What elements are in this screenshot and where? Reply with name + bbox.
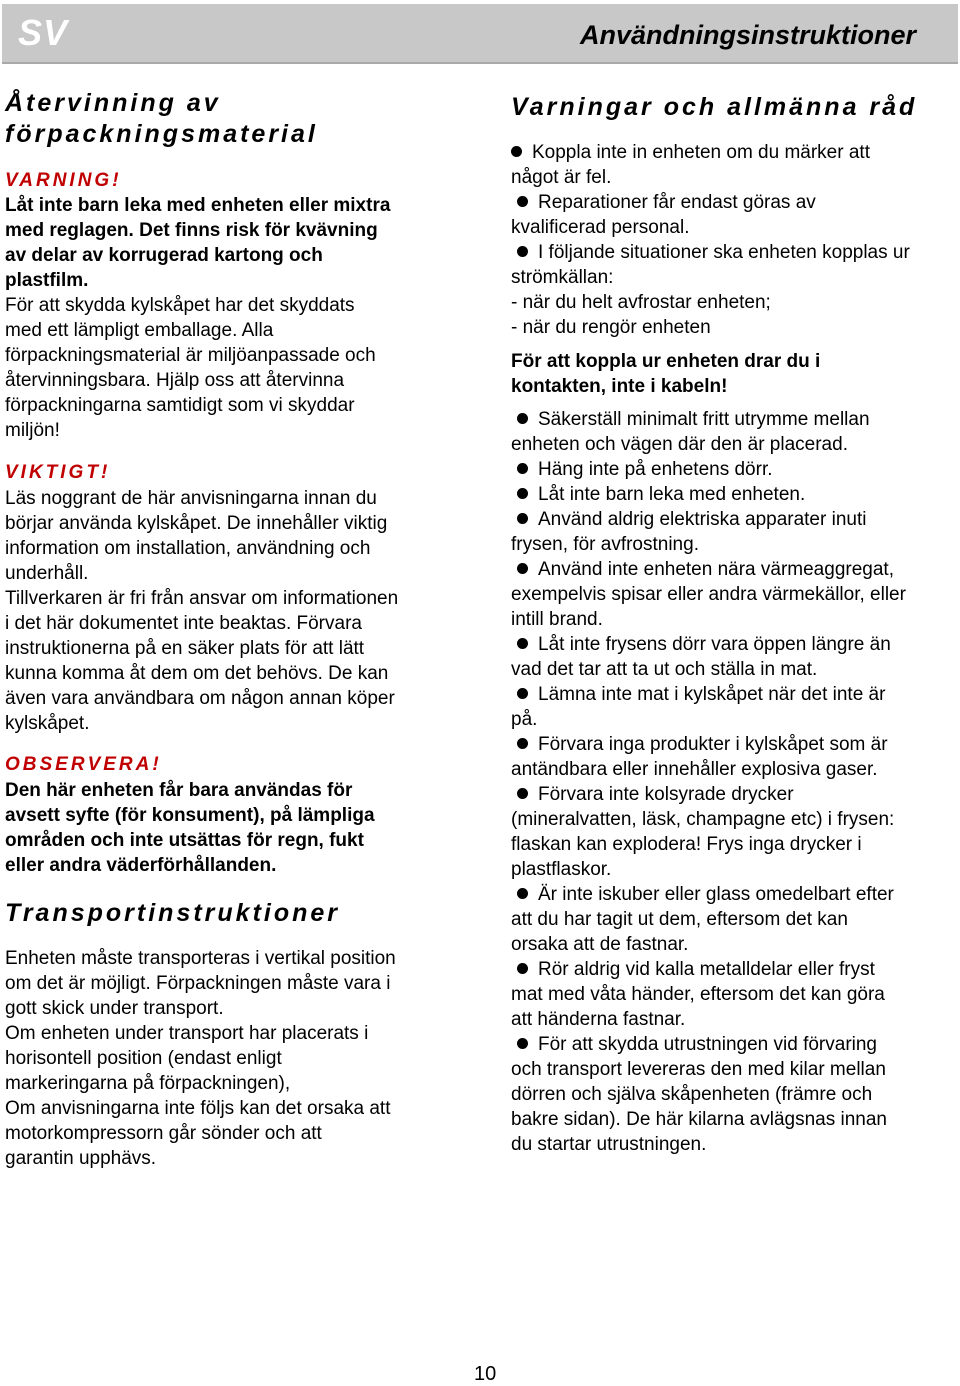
text-line: och transport levereras den med kilar mellan bbox=[511, 1059, 886, 1080]
text-line: Är inte iskuber eller glass omedelbart efter bbox=[511, 882, 906, 907]
text-line: mat med våta händer, eftersom det kan göra bbox=[511, 984, 885, 1005]
text-line: gott skick under transport. bbox=[5, 998, 224, 1019]
bullet-icon bbox=[517, 1038, 528, 1049]
unplug-note bbox=[511, 349, 820, 399]
list-item bbox=[511, 240, 910, 290]
text-line: Använd inte enheten nära värmeaggregat, bbox=[511, 557, 906, 582]
bullet-icon bbox=[517, 513, 528, 524]
text-line: motorkompressorn går sönder och att bbox=[5, 1123, 322, 1144]
text-line: bakre sidan). De här kilarna avlägsnas innan bbox=[511, 1109, 887, 1130]
bullet-list-top bbox=[511, 140, 910, 340]
list-item bbox=[511, 682, 906, 732]
text-line: kylskåpet. bbox=[5, 713, 90, 734]
list-item bbox=[511, 782, 906, 882]
text-line: garantin upphävs. bbox=[5, 1148, 157, 1169]
bullet-icon bbox=[517, 196, 528, 207]
list-item bbox=[511, 1032, 906, 1157]
text-line: Rör aldrig vid kalla metalldelar eller fryst bbox=[511, 957, 906, 982]
list-item bbox=[511, 407, 906, 457]
text-line: orsaka att de fastnar. bbox=[511, 934, 689, 955]
text-line: Säkerställ minimalt fritt utrymme mellan bbox=[511, 407, 906, 432]
text-line: För att skydda utrustningen vid förvaring bbox=[511, 1032, 906, 1057]
bullet-icon bbox=[517, 488, 528, 499]
text-line: plastflaskor. bbox=[511, 859, 612, 880]
list-item bbox=[511, 457, 906, 482]
text-line: antändbara eller innehåller explosiva gaser. bbox=[511, 759, 878, 780]
page-number: 10 bbox=[474, 1363, 497, 1385]
note-text bbox=[5, 778, 375, 878]
list-item bbox=[511, 507, 906, 557]
list-item bbox=[511, 957, 906, 1032]
text-line: Låt inte frysens dörr vara öppen längre än bbox=[511, 632, 906, 657]
text-line: underhåll. bbox=[5, 563, 89, 584]
text-line: eller andra väderförhållanden. bbox=[5, 855, 277, 876]
transport-text bbox=[5, 946, 396, 1171]
text-line: frysen, för avfrostning. bbox=[511, 534, 699, 555]
header-title: Användningsinstruktioner bbox=[579, 20, 916, 50]
bullet-icon bbox=[517, 563, 528, 574]
text-line: börjar använda kylskåpet. De innehåller viktig bbox=[5, 513, 388, 534]
text-line: Enheten måste transporteras i vertikal position bbox=[5, 948, 396, 969]
text-line: kunna komma åt dem om det behövs. De kan bbox=[5, 663, 389, 684]
text-line: kvalificerad personal. bbox=[511, 217, 690, 238]
list-item bbox=[511, 482, 906, 507]
text-line: att händerna fastnar. bbox=[511, 1009, 686, 1030]
text-line: avsett syfte (för konsument), på lämpliga bbox=[5, 805, 375, 826]
text-line: information om installation, användning och bbox=[5, 538, 371, 559]
bullet-icon bbox=[517, 463, 528, 474]
text-line: Förvara inga produkter i kylskåpet som är bbox=[511, 732, 906, 757]
text-line: Om enheten under transport har placerats i bbox=[5, 1023, 369, 1044]
recycling-title-line: förpackningsmaterial bbox=[5, 120, 318, 148]
text-line: exempelvis spisar eller andra värmekällor, eller bbox=[511, 584, 906, 605]
text-line: att du har tagit ut dem, eftersom det kan bbox=[511, 909, 848, 930]
text-line: Låt inte barn leka med enheten. bbox=[511, 482, 906, 507]
important-text bbox=[5, 486, 398, 736]
text-line: För att skydda kylskåpet har det skyddats bbox=[5, 295, 355, 316]
text-line: Den här enheten får bara användas för bbox=[5, 780, 353, 801]
recycling-title-line: Återvinning av bbox=[5, 89, 221, 117]
text-line: horisontell position (endast enligt bbox=[5, 1048, 282, 1069]
bullet-icon bbox=[517, 413, 528, 424]
text-line: vad det tar att ta ut och ställa in mat. bbox=[511, 659, 818, 680]
text-line: dörren och själva skåpenheten (främre och bbox=[511, 1084, 873, 1105]
text-line: Häng inte på enhetens dörr. bbox=[511, 457, 906, 482]
text-line: instruktionerna på en säker plats för att lätt bbox=[5, 638, 365, 659]
text-line: du startar utrustningen. bbox=[511, 1134, 707, 1155]
bullet-icon bbox=[517, 688, 528, 699]
text-line: Använd aldrig elektriska apparater inuti bbox=[511, 507, 906, 532]
text-line: Läs noggrant de här anvisningarna innan du bbox=[5, 488, 377, 509]
text-line: förpackningsmaterial är miljöanpassade och bbox=[5, 345, 376, 366]
text-line: (mineralvatten, läsk, champagne etc) i frysen: bbox=[511, 809, 895, 830]
text-line: plastfilm. bbox=[5, 270, 89, 291]
bullet-icon bbox=[517, 888, 528, 899]
text-line: För att koppla ur enheten drar du i bbox=[511, 351, 821, 372]
bullet-icon bbox=[517, 963, 528, 974]
text-line: markeringarna på förpackningen), bbox=[5, 1073, 291, 1094]
list-item bbox=[511, 732, 906, 782]
warning-label: VARNING! bbox=[5, 170, 122, 191]
recycling-title bbox=[5, 88, 318, 150]
text-line: återvinningsbara. Hjälp oss att återvinna bbox=[5, 370, 345, 391]
text-line: miljön! bbox=[5, 420, 60, 441]
bullet-list-bottom bbox=[511, 407, 906, 1157]
text-line: flaskan kan explodera! Frys inga drycker i bbox=[511, 834, 862, 855]
text-line: med reglagen. Det finns risk för kvävning bbox=[5, 220, 378, 241]
text-line: Koppla inte in enheten om du märker att bbox=[511, 140, 910, 165]
bullet-icon bbox=[517, 788, 528, 799]
bullet-icon bbox=[511, 146, 522, 157]
text-line: enheten och vägen där den är placerad. bbox=[511, 434, 848, 455]
text-line: Lämna inte mat i kylskåpet när det inte är bbox=[511, 682, 906, 707]
text-line: Tillverkaren är fri från ansvar om informationen bbox=[5, 588, 399, 609]
text-line: förpackningarna samtidigt som vi skyddar bbox=[5, 395, 355, 416]
text-line: med ett lämpligt emballage. Alla bbox=[5, 320, 274, 341]
text-line: Reparationer får endast göras av bbox=[511, 190, 910, 215]
text-line: på. bbox=[511, 709, 538, 730]
text-line: kontakten, inte i kabeln! bbox=[511, 376, 728, 397]
text-line: Om anvisningarna inte följs kan det orsaka att bbox=[5, 1098, 391, 1119]
header-bar bbox=[2, 4, 958, 64]
list-item bbox=[511, 632, 906, 682]
list-item bbox=[511, 140, 910, 190]
note-label: OBSERVERA! bbox=[5, 754, 162, 775]
text-line: i det här dokumentet inte beaktas. Förvara bbox=[5, 613, 362, 634]
list-item bbox=[511, 882, 906, 957]
sub-item: - när du rengör enheten bbox=[511, 317, 711, 338]
bullet-icon bbox=[517, 246, 528, 257]
text-line: Låt inte barn leka med enheten eller mixtra bbox=[5, 195, 391, 216]
text-line: av delar av korrugerad kartong och bbox=[5, 245, 323, 266]
important-label: VIKTIGT! bbox=[5, 462, 111, 483]
warning-text bbox=[5, 193, 390, 293]
bullet-icon bbox=[517, 738, 528, 749]
list-item bbox=[511, 557, 906, 632]
text-line: om det är möjligt. Förpackningen måste vara i bbox=[5, 973, 391, 994]
language-code: SV bbox=[18, 12, 69, 53]
bullet-icon bbox=[517, 638, 528, 649]
text-line: I följande situationer ska enheten kopplas ur bbox=[511, 240, 910, 265]
text-line: strömkällan: bbox=[511, 267, 614, 288]
text-line: även vara användbara om någon annan köper bbox=[5, 688, 395, 709]
text-line: Förvara inte kolsyrade drycker bbox=[511, 782, 906, 807]
transport-title: Transportinstruktioner bbox=[5, 899, 341, 927]
list-item bbox=[511, 190, 910, 240]
text-line: intill brand. bbox=[511, 609, 603, 630]
text-line: områden och inte utsättas för regn, fukt bbox=[5, 830, 364, 851]
warnings-title: Varningar och allmänna råd bbox=[511, 93, 918, 121]
recycling-text bbox=[5, 293, 376, 443]
sub-item: - när du helt avfrostar enheten; bbox=[511, 292, 771, 313]
text-line: något är fel. bbox=[511, 167, 612, 188]
